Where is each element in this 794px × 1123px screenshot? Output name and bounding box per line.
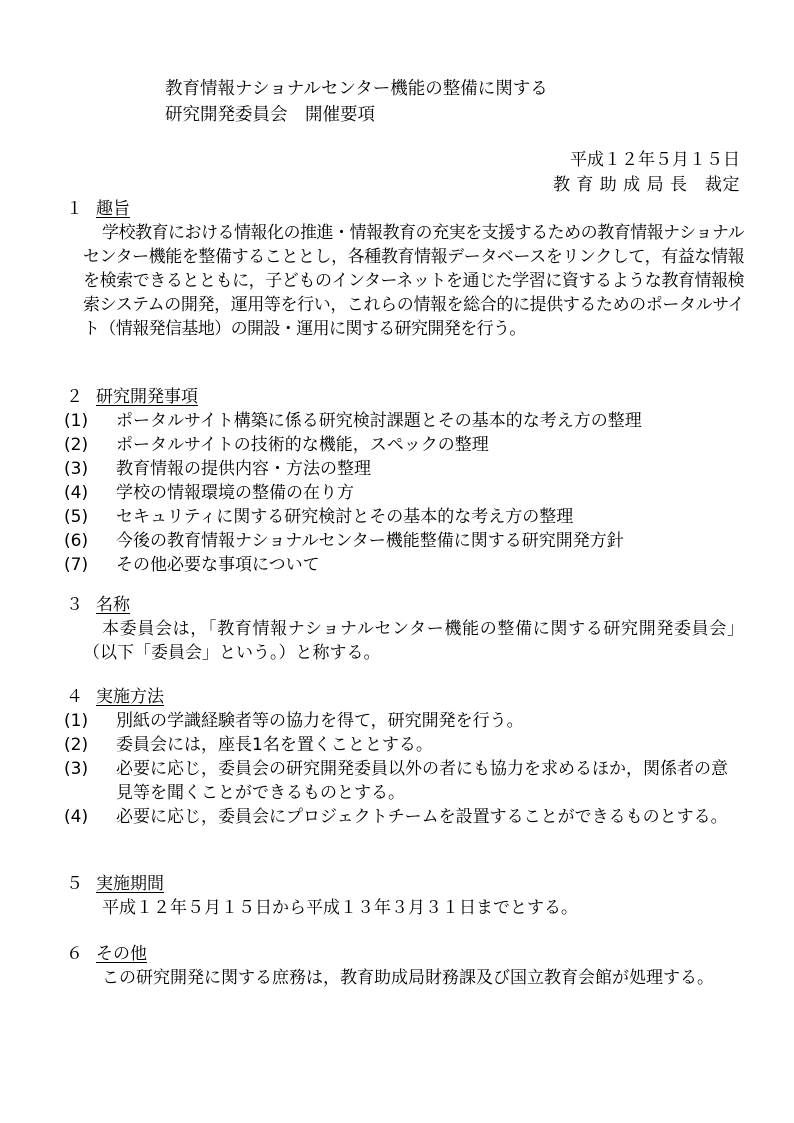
section-heading xyxy=(64,942,744,966)
section-heading xyxy=(64,385,744,409)
section-body: 平成１２年５月１５日から平成１３年３月３１日までとする。 xyxy=(102,898,578,918)
section-research-items xyxy=(64,385,744,577)
list-item-label: (3) xyxy=(64,459,89,479)
section-heading xyxy=(64,593,744,617)
list-item-label: (4) xyxy=(64,483,89,503)
section-body: この研究開発に関する庶務は，教育助成局財務課及び国立教育会館が処理する。 xyxy=(102,968,714,988)
section-name xyxy=(64,593,744,665)
section-number: ２ xyxy=(66,387,83,407)
list-item-text: 必要に応じ，委員会にプロジェクトチームを設置することができるものとする。 xyxy=(116,807,728,827)
list-item xyxy=(64,709,744,733)
section-title: その他 xyxy=(96,944,147,964)
list-item-label: (1) xyxy=(64,411,89,431)
list-item xyxy=(64,757,744,805)
list-item-text: 委員会には，座長1名を置くこととする。 xyxy=(116,735,433,755)
list-item-text: 必要に応じ，委員会の研究開発委員以外の者にも協力を求めるほか，関係者の意見等を聞くことができるものとする。 xyxy=(116,759,728,803)
document-date: 平成１２年５月１５日 xyxy=(570,150,740,170)
list-item-text: 教育情報の提供内容・方法の整理 xyxy=(116,459,371,479)
list-item xyxy=(64,805,744,829)
list-item xyxy=(64,433,744,457)
section-body: 学校教育における情報化の推進・情報教育の充実を支援するための教育情報ナショナルセンター機能を整備することとし，各種教育情報データベースをリンクして，有益な情報を検索できるとともに，子どものインターネットを通じた学習に資するような教育情報検索システムの開発，運用等を行い，これらの情報を総合的に提供するためのポータルサイト（情報発信基地）の開設・運用に関する研究開発を行う。 xyxy=(83,223,744,339)
document-author: 教 育 助 成 局 長 裁定 xyxy=(552,175,740,195)
section-other xyxy=(64,942,744,990)
section-heading xyxy=(64,872,744,896)
list-item-text: 学校の情報環境の整備の在り方 xyxy=(116,483,354,503)
section-number: １ xyxy=(66,199,83,219)
document-meta xyxy=(553,148,740,198)
list-item-label: (3) xyxy=(64,759,89,779)
section-number: ６ xyxy=(66,944,83,964)
list-item xyxy=(64,553,744,577)
section-title: 名称 xyxy=(96,595,130,615)
section-number: ５ xyxy=(66,874,83,894)
section-title: 実施期間 xyxy=(96,874,164,894)
section-body: 本委員会は，「教育情報ナショナルセンター機能の整備に関する研究開発委員会」（以下「委員会」という。）と称する。 xyxy=(83,619,744,663)
list-item xyxy=(64,481,744,505)
title-line-1: 教育情報ナショナルセンター機能の整備に関する xyxy=(165,79,548,99)
section-heading xyxy=(64,197,744,221)
document-title xyxy=(165,76,548,128)
list-item-text: セキュリティに関する研究検討とその基本的な考え方の整理 xyxy=(116,507,574,527)
list-item xyxy=(64,409,744,433)
section-title: 趣旨 xyxy=(96,199,130,219)
section-number: ３ xyxy=(66,595,83,615)
section-purpose xyxy=(64,197,744,341)
section-title: 実施方法 xyxy=(96,687,164,707)
list-item-text: その他必要な事項について xyxy=(116,555,320,575)
section-number: ４ xyxy=(66,687,83,707)
list-item-text: 別紙の学識経験者等の協力を得て，研究開発を行う。 xyxy=(116,711,524,731)
list-item xyxy=(64,733,744,757)
section-implementation xyxy=(64,685,744,829)
list-item-text: 今後の教育情報ナショナルセンター機能整備に関する研究開発方針 xyxy=(116,531,624,551)
list-item-text: ポータルサイトの技術的な機能，スペックの整理 xyxy=(116,435,489,455)
list-item-label: (2) xyxy=(64,735,89,755)
list-item-label: (6) xyxy=(64,531,89,551)
list-item xyxy=(64,457,744,481)
section-title: 研究開発事項 xyxy=(96,387,198,407)
list-item-label: (7) xyxy=(64,555,89,575)
list-item-label: (2) xyxy=(64,435,89,455)
list-item xyxy=(64,505,744,529)
section-period xyxy=(64,872,744,920)
section-heading xyxy=(64,685,744,709)
list-item xyxy=(64,529,744,553)
list-item-label: (5) xyxy=(64,507,89,527)
list-item-label: (4) xyxy=(64,807,89,827)
title-line-2: 研究開発委員会 開催要項 xyxy=(165,105,375,125)
list-item-label: (1) xyxy=(64,711,89,731)
list-item-text: ポータルサイト構築に係る研究検討課題とその基本的な考え方の整理 xyxy=(116,411,642,431)
